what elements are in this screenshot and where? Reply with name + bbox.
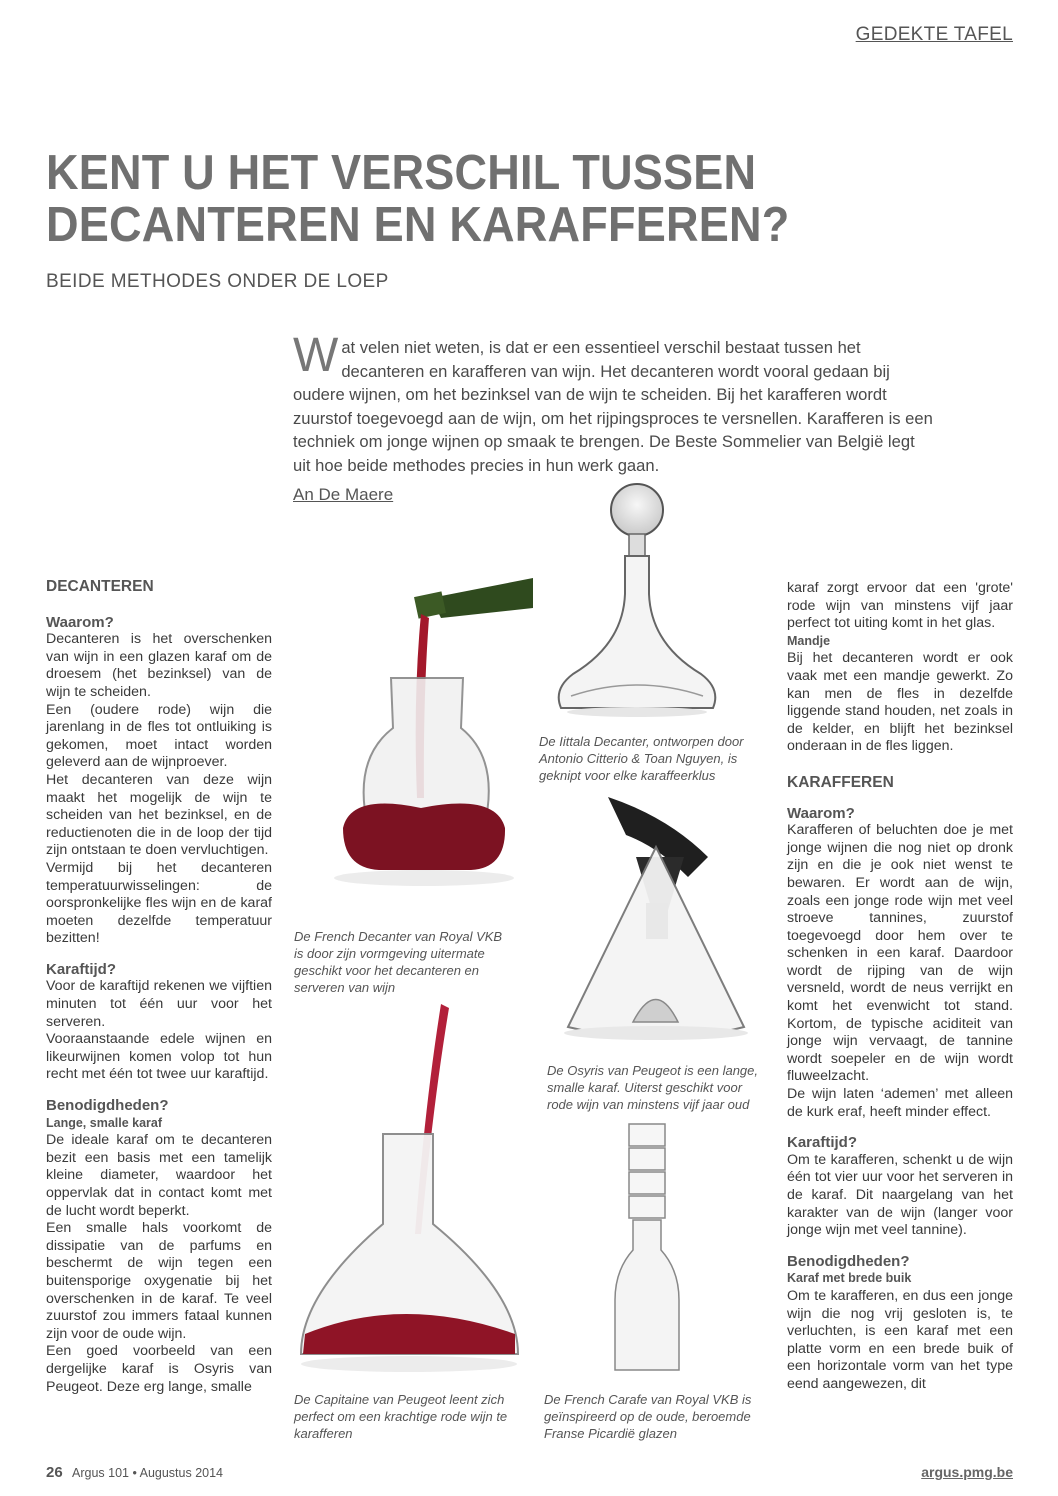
paragraph: De wijn laten ‘ademen’ met alleen de kurk eraf, heeft minder effect. — [787, 1086, 1013, 1120]
paragraph: Vermijd bij het decanteren temperatuurwisselingen: de oorspronkelijke fles wijn en de karaf moeten dezelfde temperatuur bezitten! — [46, 859, 272, 947]
paragraph: Om te karafferen, schenkt u de wijn één tot vier uur voor het serveren in de karaf. Dit naargelang van het karakter van de wijn (langer voor jonge wijn met veel tannine). — [787, 1151, 1013, 1239]
photo-iittala-decanter — [551, 474, 723, 730]
capitaine-decanter-illustration — [293, 1004, 523, 1382]
caption-iittala: De Iittala Decanter, ontworpen door Antonio Citterio & Toan Nguyen, is geknipt voor elke karaffeerklus — [539, 734, 744, 783]
french-decanter-illustration — [321, 578, 533, 918]
page-number: 26 — [46, 1464, 63, 1481]
subheading-karaftijd: Karaftijd? — [46, 960, 117, 978]
title-line-2: DECANTEREN EN KARAFFEREN? — [46, 198, 790, 252]
left-text-column — [46, 578, 272, 1396]
paragraph: Een (oudere rode) wijn die jarenlang in de fles tot ontluiking is gekomen, moet intact worden geleverd aan de wijnproever. — [46, 701, 272, 771]
paragraph: Een goed voorbeeld van een dergelijke karaf is Osyris van Peugeot. Deze erg lange, smalle — [46, 1343, 272, 1395]
right-text-column — [787, 580, 1013, 1394]
subheading-lange-smalle-karaf: Lange, smalle karaf — [46, 1115, 163, 1130]
paragraph: Voor de karaftijd rekenen we vijftien minuten tot één uur voor het serveren. — [46, 978, 272, 1030]
caption-french-decanter: De French Decanter van Royal VKB is door zijn vormgeving uitermate geschikt voor het decanteren en serveren van wijn — [294, 929, 503, 995]
subheading-waarom: Waarom? — [46, 613, 114, 631]
author-byline[interactable]: An De Maere — [293, 485, 394, 504]
website-link[interactable]: argus.pmg.be — [921, 1464, 1013, 1480]
article-subtitle: BEIDE METHODES ONDER DE LOEP — [46, 271, 389, 292]
paragraph: Om te karafferen, en dus een jonge wijn die nog vrij gesloten is, te verluchten, is een karaf met een platte vorm en een brede buik of een horizontale vorm van het type eend aangewezen, dit — [787, 1287, 1013, 1392]
subheading-benodigdheden: Benodigdheden? — [787, 1252, 910, 1270]
paragraph: Karafferen of beluchten doe je met jonge wijnen die nog niet op dronk zijn en die je ook niet wenst te bewaren. Er wordt aan de wijn, zoals een jonge rode wijn met veel stroeve tannines, zuurstof toegevoegd door hem over te schenken in een karaf. Daardoor wordt de rijping van de wijn versneld, wordt de neus verrijkt en komt het evenwicht tot stand. Kortom, de typische aciditeit van jonge wijn vervaagt, de tannine wordt soepeler en de wijn wordt fluweelzacht. — [787, 822, 1013, 1085]
paragraph: Bij het decanteren wordt er ook vaak met een mandje gewerkt. Zo kan men de fles in dezelfde liggende stand houden, net zoals in de kelder, en blijft het bezinksel onderaan in de fles liggen. — [787, 650, 1013, 755]
paragraph: karaf zorgt ervoor dat een 'grote' rode wijn van minstens vijf jaar perfect tot uiting komt in het glas. — [787, 580, 1013, 632]
heading-decanteren: DECANTEREN — [46, 578, 154, 595]
subheading-karaftijd: Karaftijd? — [787, 1134, 858, 1152]
caption-french-carafe: De French Carafe van Royal VKB is geïnspireerd op de oude, beroemde Franse Picardië glazen — [544, 1392, 752, 1441]
intro-paragraph — [293, 329, 933, 477]
title-line-1: KENT U HET VERSCHIL TUSSEN — [46, 146, 757, 200]
section-label: GEDEKTE TAFEL — [855, 24, 1013, 45]
french-carafe-illustration — [607, 1120, 687, 1382]
photo-capitaine-decanter — [293, 1004, 523, 1382]
article-title — [46, 147, 874, 251]
subheading-karaf-brede-buik: Karaf met brede buik — [787, 1271, 912, 1286]
photo-french-carafe — [607, 1120, 687, 1382]
caption-capitaine: De Capitaine van Peugeot leent zich perfect om een krachtige rode wijn te karafferen — [294, 1392, 508, 1441]
drop-cap: W — [293, 329, 339, 382]
photo-osyris-decanter — [538, 787, 766, 1059]
paragraph: Decanteren is het overschenken van wijn in een glazen karaf om de droesem (het bezinksel) van de wijn te scheiden. — [46, 631, 272, 700]
heading-karafferen: KARAFFEREN — [787, 773, 894, 791]
subheading-mandje: Mandje — [787, 633, 831, 648]
subheading-waarom: Waarom? — [787, 804, 855, 822]
paragraph: Vooraanstaande edele wijnen en likeurwijnen komen volop tot hun recht met één tot twee uur karaftijd. — [46, 1031, 272, 1083]
photo-french-decanter — [321, 578, 533, 918]
publication-info: Argus 101 • Augustus 2014 — [72, 1466, 224, 1480]
intro-text: at velen niet weten, is dat er een essentieel verschil bestaat tussen het decanteren en karafferen van wijn. Het decanteren wordt vooral gedaan bij oudere wijnen, om het bezinksel van de wijn te scheiden. Bij het karafferen wordt zuurstof toegevoegd aan de wijn, om het rijpingsproces te versnellen. Karafferen is een techniek om jonge wijnen op smaak te brengen. De Beste Sommelier van België legt uit hoe beide methodes precies in hun werk gaan. — [293, 338, 933, 475]
subheading-benodigdheden: Benodigdheden? — [46, 1097, 169, 1115]
paragraph: Een smalle hals voorkomt de dissipatie van de parfums en beschermt de wijn tegen een buitensporige oxygenatie bij het overschenken in de karaf. Te veel zuurstof zou immers fataal kunnen zijn voor de oude wijn. — [46, 1220, 272, 1342]
iittala-decanter-illustration — [551, 474, 723, 730]
caption-osyris: De Osyris van Peugeot is een lange, smalle karaf. Uiterst geschikt voor rode wijn van minstens vijf jaar oud — [547, 1063, 759, 1112]
paragraph: Het decanteren van deze wijn maakt het mogelijk de wijn te scheiden van het bezinksel, en de reductienoten die in de loop der tijd zijn ontstaan te doen vervluchtigen. — [46, 771, 272, 859]
paragraph: De ideale karaf om te decanteren bezit een basis met een tamelijk kleine diameter, waardoor het oppervlak dat in contact komt met de lucht wordt beperkt. — [46, 1132, 272, 1219]
osyris-decanter-illustration — [538, 787, 766, 1059]
